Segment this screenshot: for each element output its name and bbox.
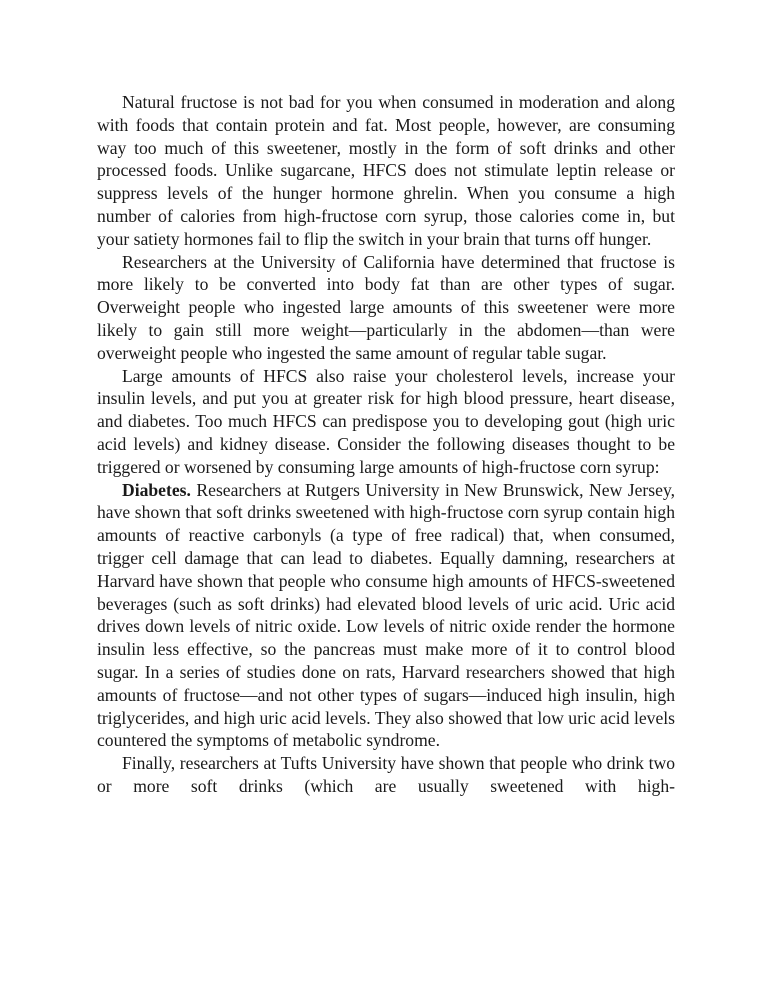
paragraph-diabetes-text: Researchers at Rutgers University in New Brunswick, New Jersey, have shown that soft drinks sweetened with high-fructose corn syrup contain high amounts of reactive carbonyls (a type of free radical) that, when consumed, trigger cell damage that can lead to diabetes. Equally damning, researchers at Harvard have shown that people who consume high amounts of HFCS-sweetened beverages (such as soft drinks) had elevated blood levels of uric acid. Uric acid drives down levels of nitric oxide. Low levels of nitric oxide render the hormone insulin less effective, so the pancreas must make more of it to control blood sugar. In a series of studies done on rats, Harvard researchers showed that high amounts of fructose—and not other types of sugars—induced high insulin, high triglycerides, and high uric acid levels. They also showed that low uric acid levels countered the symptoms of metabolic syndrome. [97,479,675,751]
paragraph-3-text: Large amounts of HFCS also raise your cholesterol levels, increase your insulin levels, and put you at greater risk for high blood pressure, heart disease, and diabetes. Too much HFCS can predispose you to developing gout (high uric acid levels) and kidney disease. Consider the following diseases thought to be triggered or worsened by consuming large amounts of high-fructose corn syrup: [97,365,675,477]
paragraph-2-text: Researchers at the University of California have determined that fructose is more likely to be converted into body fat than are other types of sugar. Overweight people who ingested large amounts of this sweetener were more likely to gain still more weight—particularly in the abdomen—than were overweight people who ingested the same amount of regular table sugar. [97,251,675,363]
paragraph-1 [97,91,675,251]
paragraph-3 [97,365,675,479]
paragraph-5 [97,752,675,798]
document-page [97,91,675,798]
paragraph-2 [97,251,675,365]
paragraph-5-text: Finally, researchers at Tufts University have shown that people who drink two or more soft drinks (which are usually sweetened with high- [97,753,675,796]
diabetes-heading: Diabetes. [122,479,191,500]
paragraph-diabetes [97,479,675,753]
paragraph-1-text: Natural fructose is not bad for you when consumed in moderation and along with foods that contain protein and fat. Most people, however, are consuming way too much of this sweetener, mostly in the form of soft drinks and other processed foods. Unlike sugarcane, HFCS does not stimulate leptin release or suppress levels of the hunger hormone ghrelin. When you consume a high number of calories from high-fructose corn syrup, those calories come in, but your satiety hormones fail to flip the switch in your brain that turns off hunger. [97,92,675,249]
